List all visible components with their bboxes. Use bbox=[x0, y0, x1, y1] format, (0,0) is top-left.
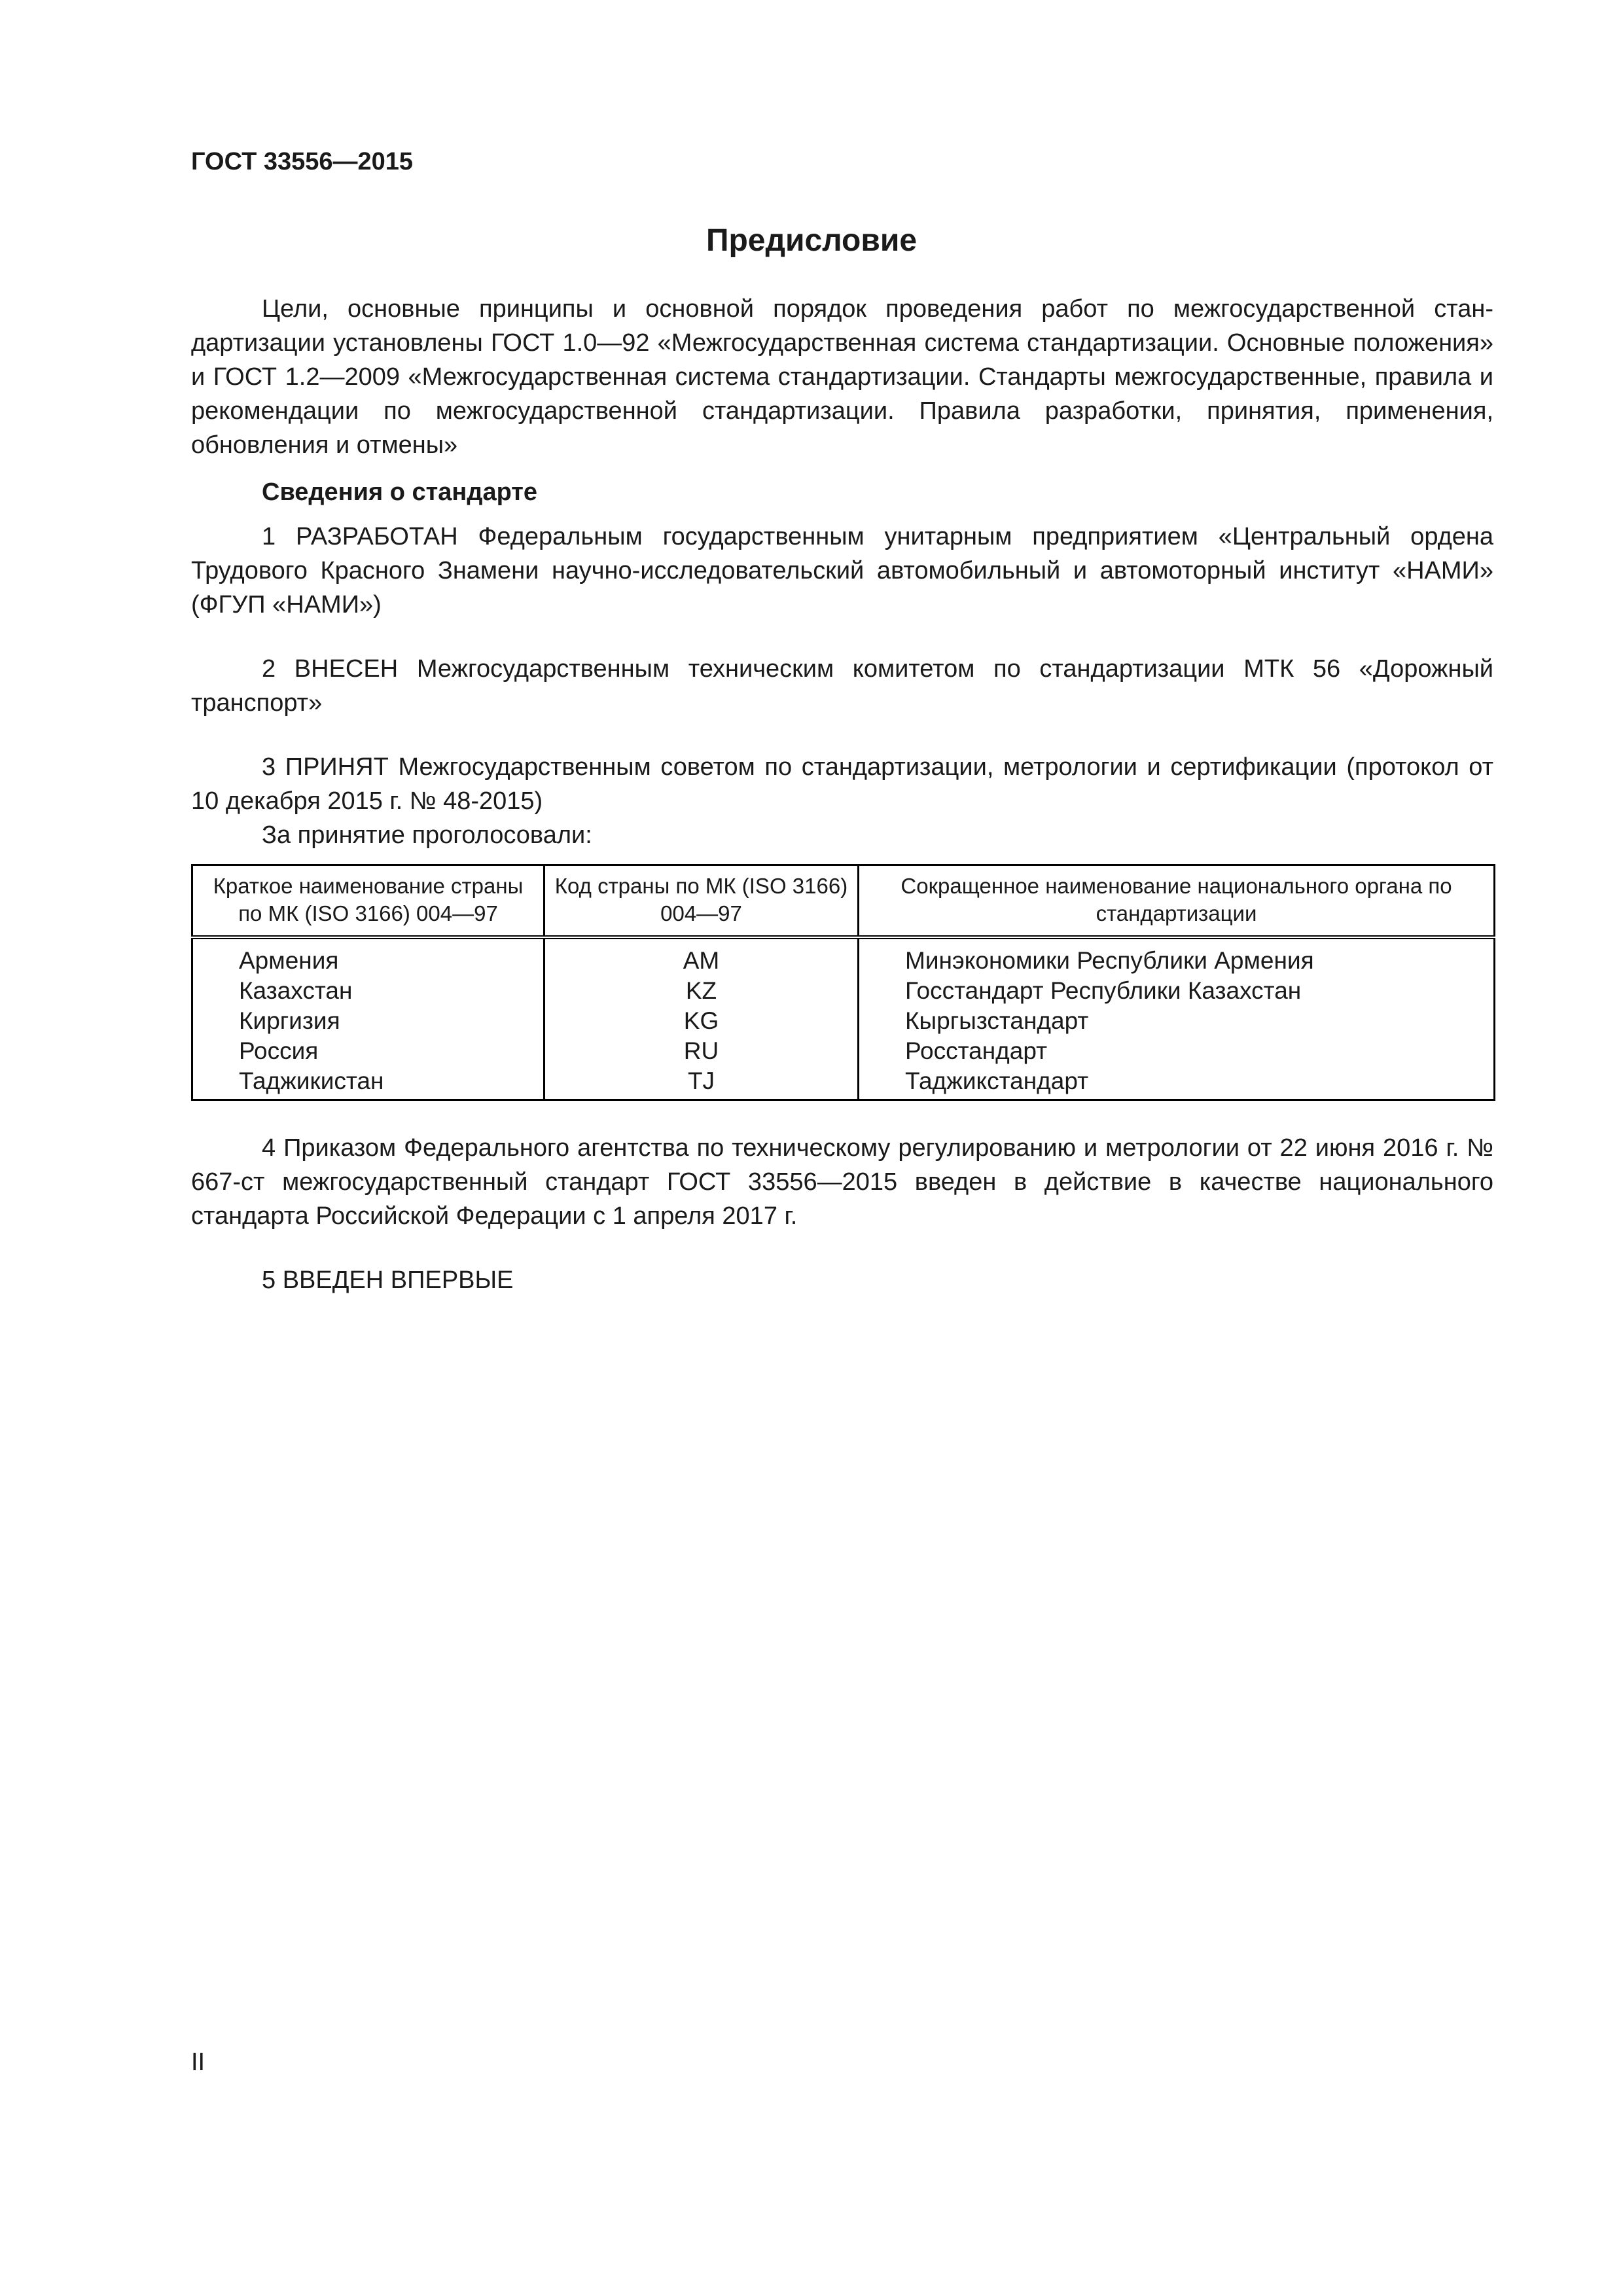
standards-body: Госстандарт Республики Казахстан bbox=[859, 976, 1495, 1006]
header-country-code: Код страны по МК (ISO 3166) 004—97 bbox=[544, 865, 859, 938]
country-name: Казахстан bbox=[192, 976, 544, 1006]
standards-body: Кыргызстандарт bbox=[859, 1006, 1495, 1036]
country-name: Россия bbox=[192, 1036, 544, 1066]
item-introduced: 2 ВНЕСЕН Межгосударственным техническим комитетом по стандартизации МТК 56 «Дорожный транспорт» bbox=[191, 655, 1493, 717]
item-adopted: 3 ПРИНЯТ Межгосударственным советом по стандартизации, метрологии и сертификации (протокол от 10 декабря 2015 г. № 48-2015) bbox=[191, 753, 1493, 815]
country-code: TJ bbox=[544, 1066, 859, 1100]
voting-countries-table bbox=[191, 864, 1495, 1101]
intro-paragraph: Цели, основные принципы и основной порядок проведения работ по межгосударственной стандартизации установлены ГОСТ 1.0—92 «Межгосударственная система стандартизации. Основные положения» и ГОСТ 1.2—2009 «Межгосударственная система стандартизации. Стандарты межгосударственные, правила и рекомендации по межгосударственной стандартизации. Правила разработки, принятия, применения, обновления и отмены» bbox=[191, 295, 1493, 459]
header-country-name: Краткое наименование страны по МК (ISO 3166) 004—97 bbox=[192, 865, 544, 938]
table-header-row bbox=[192, 865, 1495, 938]
item-developed: 1 РАЗРАБОТАН Федеральным государственным унитарным предприятием «Центральный ордена Трудового Красного Знамени научно-исследовательский автомобильный и автомоторный институт «НАМИ» (ФГУП «НАМИ») bbox=[191, 523, 1493, 619]
country-code: KG bbox=[544, 1006, 859, 1036]
country-code: RU bbox=[544, 1036, 859, 1066]
country-code: AM bbox=[544, 937, 859, 976]
vote-intro: За принятие проголосовали: bbox=[262, 821, 592, 849]
table-row bbox=[192, 1036, 1495, 1066]
header-standards-body: Сокращенное наименование национального органа по стандартизации bbox=[859, 865, 1495, 938]
table-row bbox=[192, 1006, 1495, 1036]
standards-body: Росстандарт bbox=[859, 1036, 1495, 1066]
table-row bbox=[192, 976, 1495, 1006]
country-name: Армения bbox=[192, 937, 544, 976]
table-row bbox=[192, 937, 1495, 976]
standards-body: Таджикстандарт bbox=[859, 1066, 1495, 1100]
standard-info-heading: Сведения о стандарте bbox=[262, 478, 538, 506]
page-title: Предисловие bbox=[705, 223, 918, 258]
table-row bbox=[192, 1066, 1495, 1100]
standards-body: Минэкономики Республики Армения bbox=[859, 937, 1495, 976]
page-number: II bbox=[191, 2049, 205, 2076]
foreword-body bbox=[191, 292, 1493, 1297]
document-number: ГОСТ 33556—2015 bbox=[191, 148, 414, 175]
country-name: Таджикистан bbox=[192, 1066, 544, 1100]
country-name: Киргизия bbox=[192, 1006, 544, 1036]
item-first-introduced: 5 ВВЕДЕН ВПЕРВЫЕ bbox=[262, 1266, 514, 1294]
item-put-into-effect: 4 Приказом Федерального агентства по техническому регулированию и метрологии от 22 июня 2016 г. № 667-ст межгосударственный стандарт ГОСТ 33556—2015 введен в действие в качестве национального стандарта Российской Федерации с 1 апреля 2017 г. bbox=[191, 1134, 1493, 1230]
country-code: KZ bbox=[544, 976, 859, 1006]
